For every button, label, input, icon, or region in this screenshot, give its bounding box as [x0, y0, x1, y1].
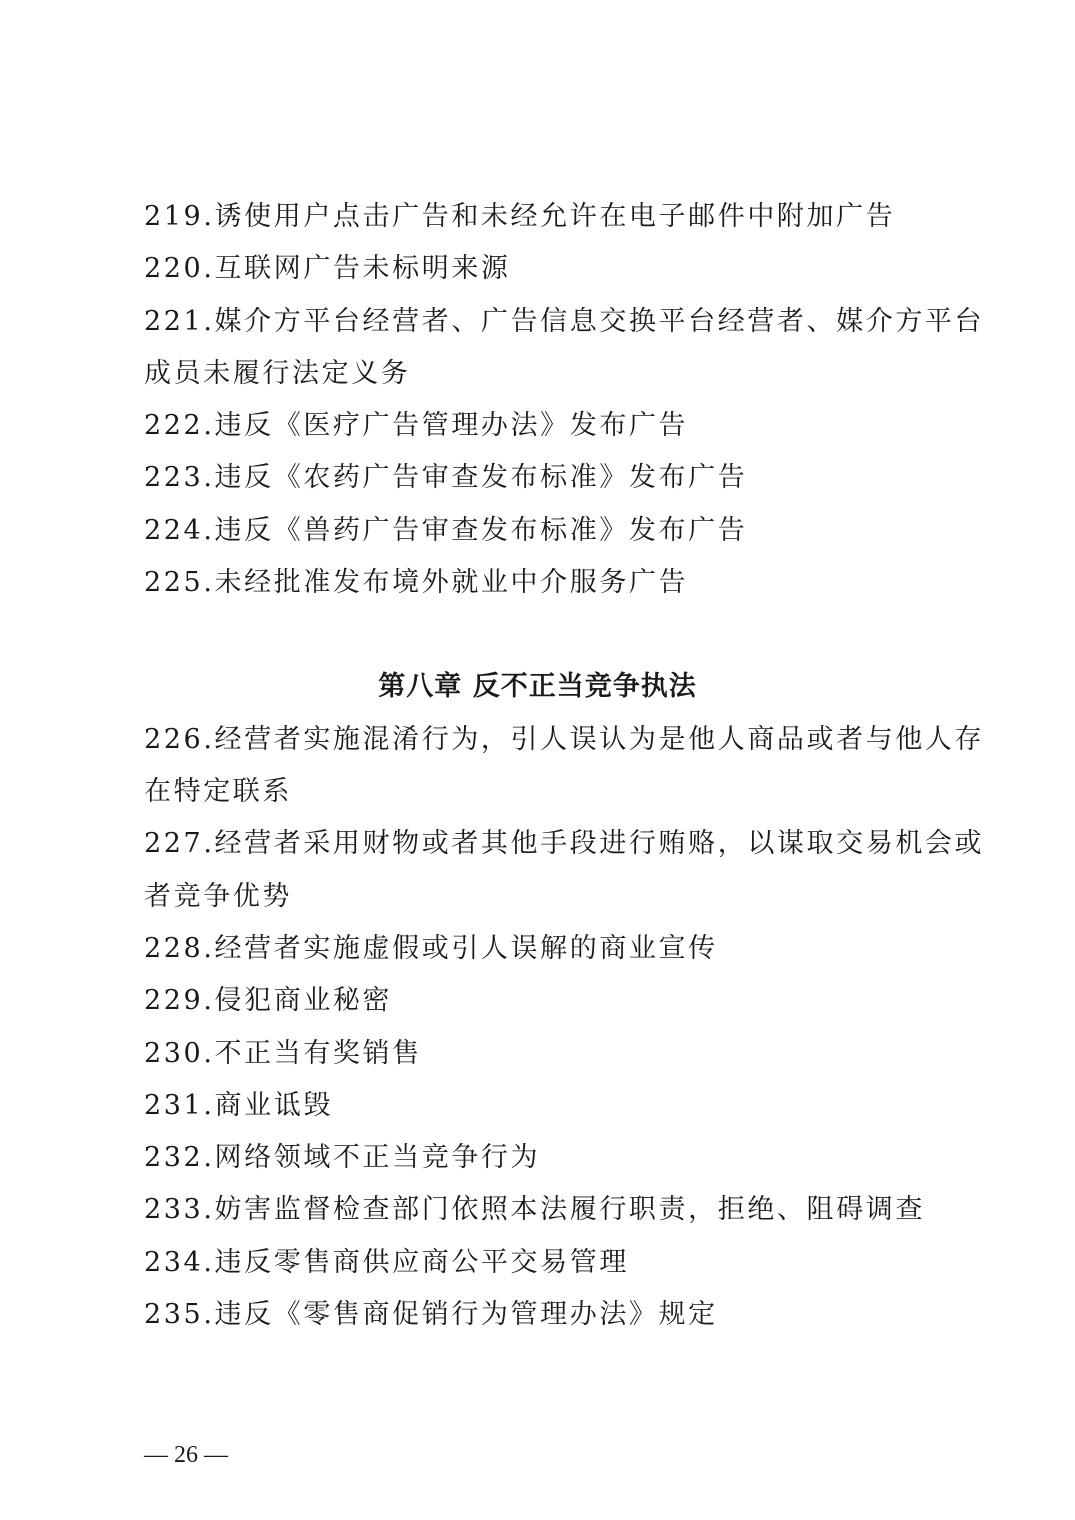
list-item: 219.诱使用户点击广告和未经允许在电子邮件中附加广告 — [144, 201, 896, 232]
list-item-continuation: 成员未履行法定义务 — [144, 358, 411, 389]
list-item: 225.未经批准发布境外就业中介服务广告 — [144, 567, 689, 598]
list-item-continuation: 在特定联系 — [144, 776, 292, 807]
list-item: 226.经营者实施混淆行为，引人误认为是他人商品或者与他人存 — [144, 724, 985, 755]
list-item: 223.违反《农药广告审查发布标准》发布广告 — [144, 462, 748, 493]
page-number: — 26 — — [144, 1442, 228, 1468]
list-item: 230.不正当有奖销售 — [144, 1038, 422, 1069]
list-item: 227.经营者采用财物或者其他手段进行贿赂，以谋取交易机会或 — [144, 828, 985, 859]
list-item: 220.互联网广告未标明来源 — [144, 253, 511, 284]
list-item: 235.违反《零售商促销行为管理办法》规定 — [144, 1299, 718, 1330]
list-item: 231.商业诋毁 — [144, 1090, 333, 1121]
chapter-heading: 第八章 反不正当竞争执法 — [378, 671, 697, 702]
list-item-continuation: 者竞争优势 — [144, 881, 292, 912]
list-item: 221.媒介方平台经营者、广告信息交换平台经营者、媒介方平台 — [144, 306, 985, 337]
list-item: 232.网络领域不正当竞争行为 — [144, 1142, 541, 1173]
list-item: 234.违反零售商供应商公平交易管理 — [144, 1247, 629, 1278]
list-item: 222.违反《医疗广告管理办法》发布广告 — [144, 410, 689, 441]
list-item: 233.妨害监督检查部门依照本法履行职责，拒绝、阻碍调查 — [144, 1194, 925, 1225]
list-item: 224.违反《兽药广告审查发布标准》发布广告 — [144, 515, 748, 546]
list-item: 228.经营者实施虚假或引人误解的商业宣传 — [144, 933, 718, 964]
list-item: 229.侵犯商业秘密 — [144, 985, 393, 1016]
